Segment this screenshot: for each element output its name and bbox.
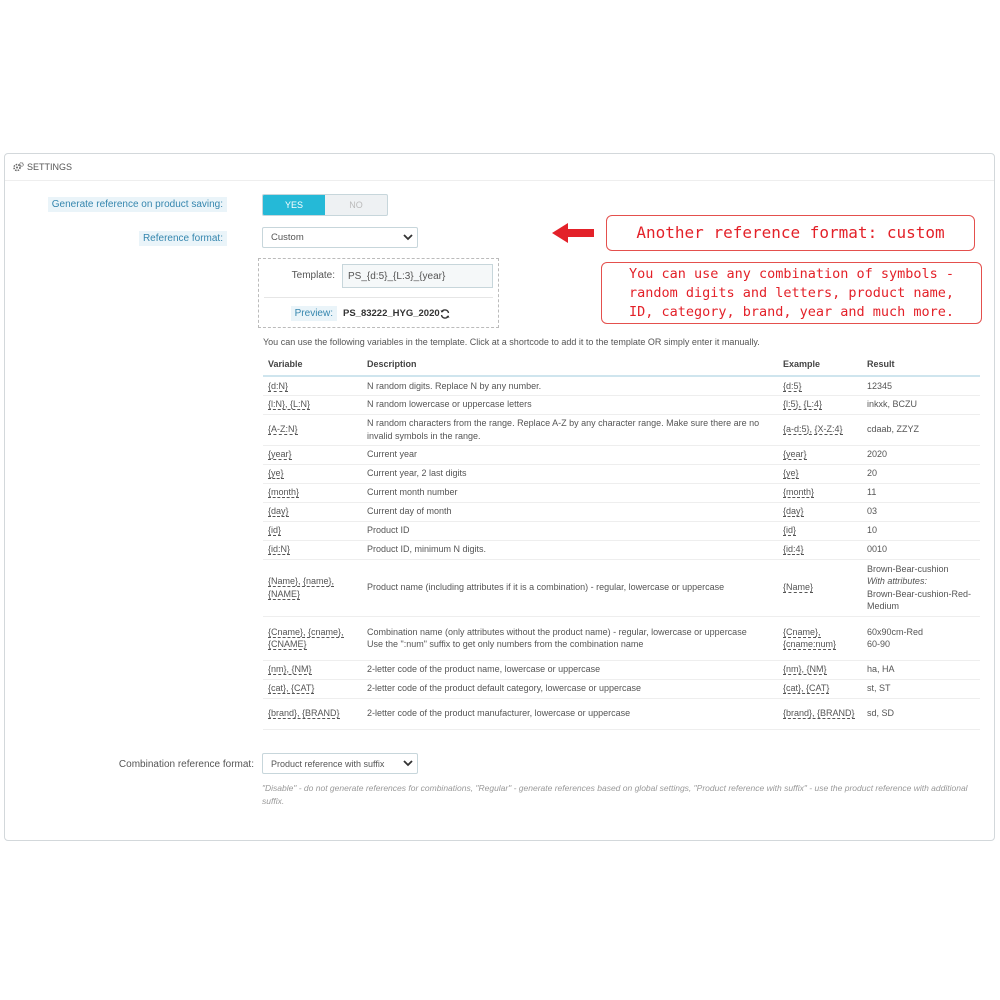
table-row <box>263 414 980 445</box>
variable-result: ha, HA <box>862 660 980 679</box>
preview-value: PS_83222_HYG_2020 <box>343 308 440 319</box>
variable-result: cdaab, ZZYZ <box>862 414 980 445</box>
variable-result: 60x90cm-Red <box>867 626 924 637</box>
variable-description: Product name (including attributes if it is a combination) - regular, lowercase or uppercase <box>362 559 778 616</box>
callout-line: You can use any combination of symbols - <box>628 266 955 282</box>
chevron-down-icon <box>403 758 413 768</box>
table-row <box>263 679 980 698</box>
variable-result: st, ST <box>862 679 980 698</box>
variable-result: sd, SD <box>862 698 980 729</box>
combination-format-note: "Disable" - do not generate references for combinations, "Regular" - generate references based on global settings, "Product reference with suffix" - use the product reference with additional suffix. <box>262 783 968 806</box>
variables-table <box>263 352 980 730</box>
variable-description: Current month number <box>362 483 778 502</box>
example-shortcode[interactable]: {Cname}, {cname:num} <box>783 626 837 649</box>
variable-description: N random lowercase or uppercase letters <box>362 395 778 414</box>
panel-heading <box>5 154 994 181</box>
template-value: PS_{d:5}_{L:3}_{year} <box>348 270 446 282</box>
header-description: Description <box>362 352 778 376</box>
header-result: Result <box>862 352 980 376</box>
reference-format-value: Custom <box>271 232 304 243</box>
variable-shortcode[interactable]: {brand}, {BRAND} <box>268 708 340 719</box>
variable-result: Brown-Bear-cushion <box>867 563 949 574</box>
reference-format-label: Reference format: <box>139 231 227 246</box>
table-row <box>263 616 980 660</box>
table-row <box>263 540 980 559</box>
generate-reference-switch[interactable] <box>262 194 388 216</box>
example-shortcode[interactable]: {year} <box>783 449 807 460</box>
variable-description: Combination name (only attributes without the product name) - regular, lowercase or uppercase <box>367 626 747 637</box>
variable-result: 2020 <box>862 445 980 464</box>
example-shortcode[interactable]: {Name} <box>783 582 814 593</box>
variable-result: 10 <box>862 521 980 540</box>
refresh-icon[interactable] <box>440 309 450 319</box>
example-shortcode[interactable]: {brand}, {BRAND} <box>783 708 855 719</box>
combination-format-value: Product reference with suffix <box>271 758 385 769</box>
example-shortcode[interactable]: {id} <box>783 525 797 536</box>
variable-description: 2-letter code of the product name, lowercase or uppercase <box>362 660 778 679</box>
variable-result-cell <box>862 559 980 616</box>
callout-body <box>601 262 982 324</box>
generate-reference-label: Generate reference on product saving: <box>48 197 227 212</box>
example-shortcode[interactable]: {l:5}, {L:4} <box>783 399 823 410</box>
variable-shortcode[interactable]: {l:N}, {L:N} <box>268 399 311 410</box>
table-row <box>263 483 980 502</box>
variable-shortcode[interactable]: {day} <box>268 506 289 517</box>
callout-title: Another reference format: custom <box>606 215 975 251</box>
preview-label: Preview: <box>291 306 337 321</box>
table-row <box>263 445 980 464</box>
callout-line: random digits and letters, product name, <box>628 285 955 301</box>
table-row <box>263 559 980 616</box>
variable-result: 11 <box>862 483 980 502</box>
variable-description: 2-letter code of the product manufacturer, lowercase or uppercase <box>362 698 778 729</box>
table-row <box>263 502 980 521</box>
variable-description: Product ID, minimum N digits. <box>362 540 778 559</box>
variable-result: 20 <box>862 464 980 483</box>
combination-format-select[interactable] <box>262 753 418 774</box>
example-shortcode[interactable]: {cat}, {CAT} <box>783 683 830 694</box>
table-row <box>263 660 980 679</box>
gears-icon <box>13 162 24 172</box>
variable-shortcode[interactable]: {id:N} <box>268 544 291 555</box>
variable-shortcode[interactable]: {month} <box>268 487 300 498</box>
example-shortcode[interactable]: {ye} <box>783 468 799 479</box>
template-input[interactable] <box>342 264 493 288</box>
table-row <box>263 698 980 729</box>
table-row <box>263 521 980 540</box>
variable-description: N random digits. Replace N by any number. <box>362 376 778 395</box>
variable-result: inkxk, BCZU <box>862 395 980 414</box>
variable-shortcode[interactable]: {Cname}, {cname}, {CNAME} <box>268 626 344 649</box>
variable-shortcode[interactable]: {id} <box>268 525 282 536</box>
variable-description: N random characters from the range. Replace A-Z by any character range. Make sure there are no invalid symbols in the range. <box>362 414 778 445</box>
panel-title: SETTINGS <box>27 162 73 172</box>
example-shortcode[interactable]: {month} <box>783 487 815 498</box>
variables-hint: You can use the following variables in the template. Click at a shortcode to add it to the template OR simply enter it manually. <box>263 337 760 347</box>
arrow-left-icon <box>552 223 594 243</box>
example-shortcode[interactable]: {day} <box>783 506 804 517</box>
table-row <box>263 376 980 395</box>
example-shortcode[interactable]: {id:4} <box>783 544 804 555</box>
chevron-down-icon <box>403 232 413 242</box>
table-row <box>263 395 980 414</box>
variable-shortcode[interactable]: {nm}, {NM} <box>268 664 312 675</box>
switch-yes[interactable]: YES <box>263 195 325 215</box>
example-shortcode[interactable]: {d:5} <box>783 380 802 391</box>
variable-description-cell <box>362 616 778 660</box>
template-label: Template: <box>291 270 335 281</box>
table-header-row <box>263 352 980 376</box>
variable-description: Current year, 2 last digits <box>362 464 778 483</box>
variable-shortcode[interactable]: {d:N} <box>268 380 289 391</box>
variable-description: Current year <box>362 445 778 464</box>
variable-result-cell <box>862 616 980 660</box>
variable-description: 2-letter code of the product default category, lowercase or uppercase <box>362 679 778 698</box>
result-note: With attributes: <box>867 576 927 586</box>
description-extra: Use the ":num" suffix to get only numbers from the combination name <box>367 639 644 649</box>
variable-shortcode[interactable]: {ye} <box>268 468 284 479</box>
header-example: Example <box>778 352 862 376</box>
variable-result: 0010 <box>862 540 980 559</box>
result-extra: Brown-Bear-cushion-Red-Medium <box>867 588 972 611</box>
variable-result: 12345 <box>862 376 980 395</box>
variable-result: 03 <box>862 502 980 521</box>
example-shortcode[interactable]: {nm}, {NM} <box>783 664 827 675</box>
divider <box>264 297 493 298</box>
variable-description: Current day of month <box>362 502 778 521</box>
callout-line: ID, category, brand, year and much more. <box>628 304 955 320</box>
variable-description: Product ID <box>362 521 778 540</box>
variable-shortcode[interactable]: {Name}, {name}, {NAME} <box>268 576 335 599</box>
example-shortcode[interactable]: {a-d:5}, {X-Z:4} <box>783 424 843 435</box>
reference-format-select[interactable] <box>262 227 418 248</box>
variable-shortcode[interactable]: {year} <box>268 449 292 460</box>
combination-format-label: Combination reference format: <box>118 759 254 770</box>
variable-shortcode[interactable]: {A-Z:N} <box>268 424 298 435</box>
switch-no[interactable]: NO <box>349 200 363 210</box>
header-variable: Variable <box>263 352 362 376</box>
result-extra: 60-90 <box>867 639 891 649</box>
table-row <box>263 464 980 483</box>
variable-shortcode[interactable]: {cat}, {CAT} <box>268 683 315 694</box>
